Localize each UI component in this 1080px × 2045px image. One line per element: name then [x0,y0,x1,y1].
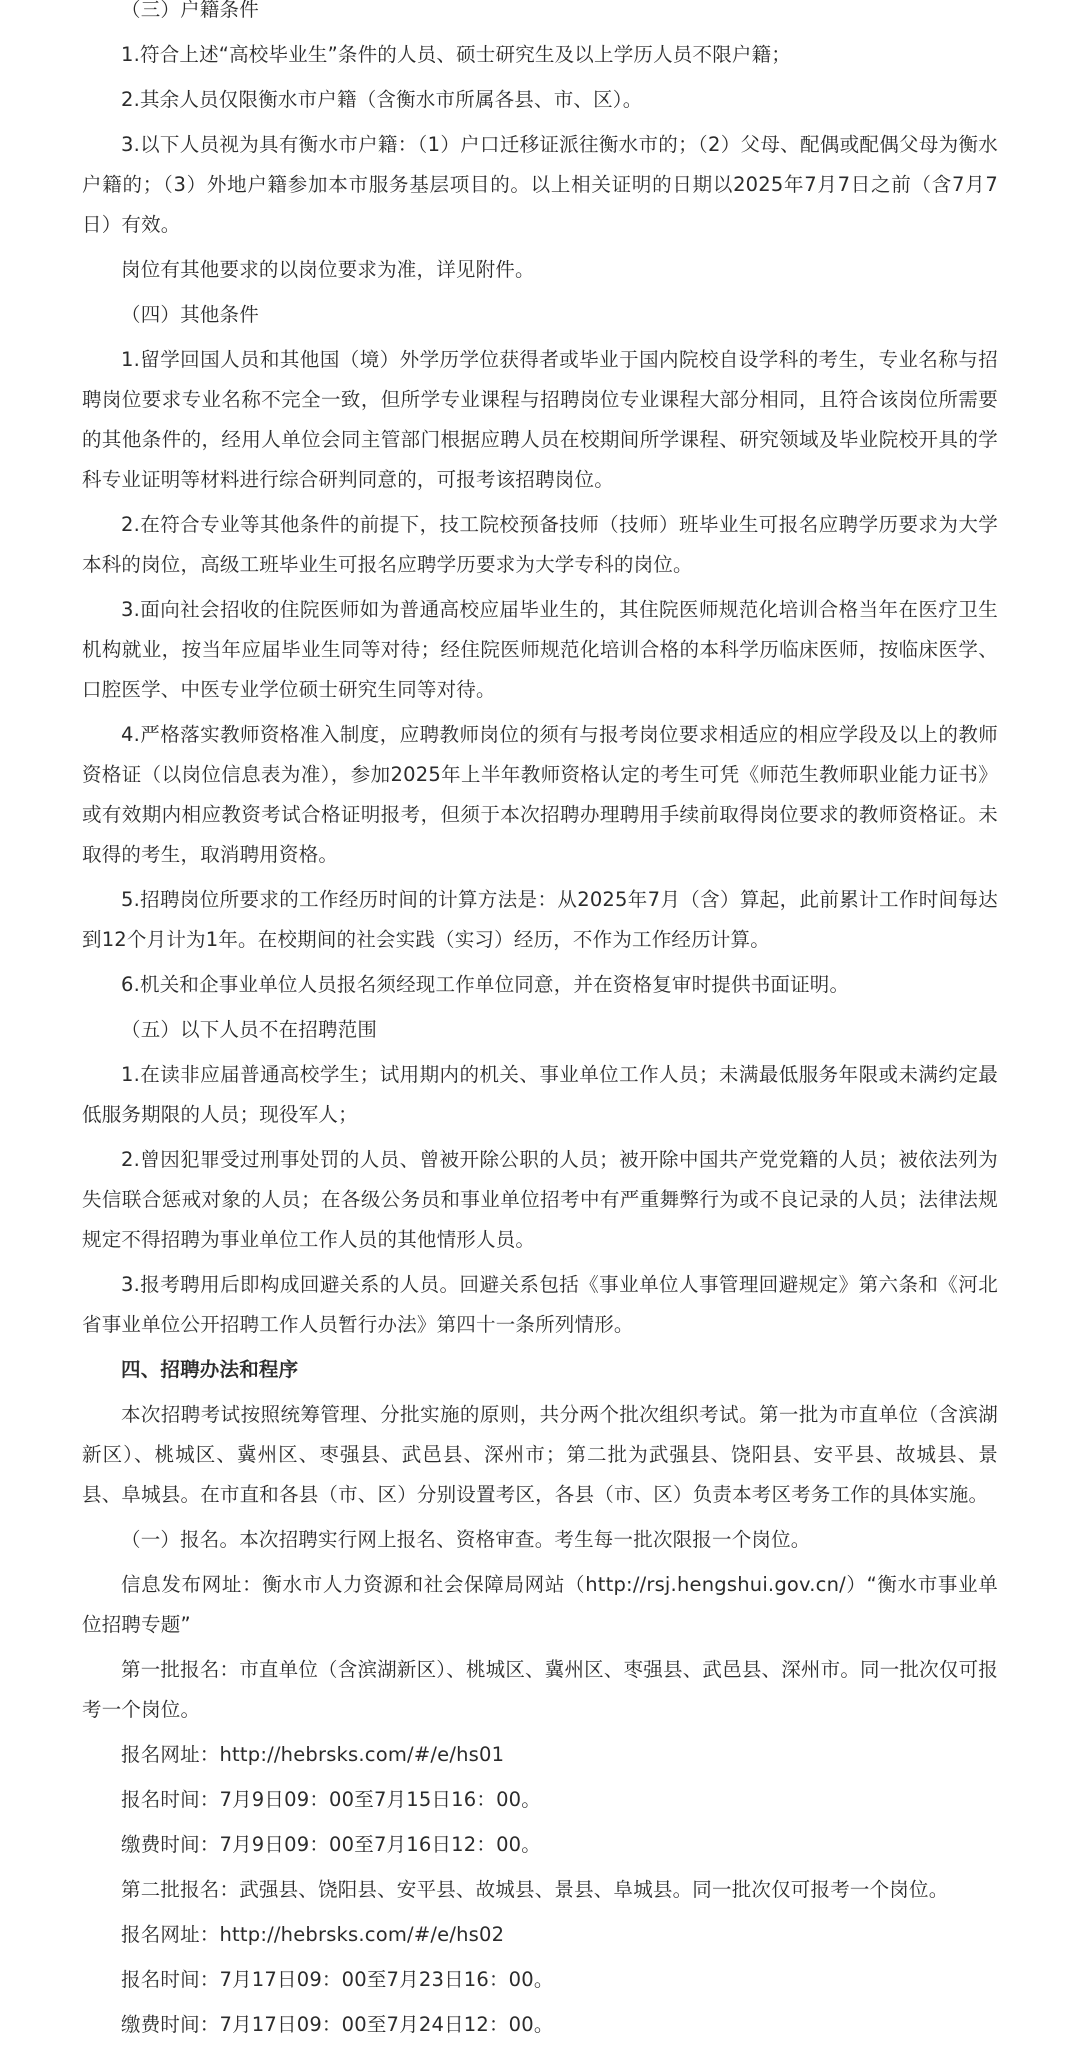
paragraph-other-1: 1.留学回国人员和其他国（境）外学历学位获得者或毕业于国内院校自设学科的考生，专业名称与招聘岗位要求专业名称不完全一致，但所学专业课程与招聘岗位专业课程大部分相同，且符合该岗位所需要的其他条件的，经用人单位会同主管部门根据应聘人员在校期间所学课程、研究领域及毕业院校开具的学科专业证明等材料进行综合研判同意的，可报考该招聘岗位。 [82,348,998,491]
paragraph-hukou-2: 2.其余人员仅限衡水市户籍（含衡水市所属各县、市、区）。 [121,88,643,111]
paragraph-other-2: 2.在符合专业等其他条件的前提下，技工院校预备技师（技师）班毕业生可报名应聘学历要求为大学本科的岗位，高级工班毕业生可报名应聘学历要求为大学专科的岗位。 [82,513,998,576]
paragraph-info-website: 信息发布网址：衡水市人力资源和社会保障局网站（http://rsj.hengshui.gov.cn/）“衡水市事业单位招聘专题” [82,1573,998,1636]
paragraph-other-3: 3.面向社会招收的住院医师如为普通高校应届毕业生的，其住院医师规范化培训合格当年在医疗卫生机构就业，按当年应届毕业生同等对待；经住院医师规范化培训合格的本科学历临床医师，按临床医学、口腔医学、中医专业学位硕士研究生同等对待。 [82,598,998,701]
paragraph-hukou-1: 1.符合上述“高校毕业生”条件的人员、硕士研究生及以上学历人员不限户籍； [121,43,792,66]
section-heading-hukou: （三）户籍条件 [121,0,259,21]
paragraph-hukou-3: 3.以下人员视为具有衡水市户籍：（1）户口迁移证派往衡水市的；（2）父母、配偶或配偶父母为衡水户籍的；（3）外地户籍参加本市服务基层项目的。以上相关证明的日期以2025年7月7日之前（含7月7日）有效。 [82,133,998,236]
paragraph-procedure-intro: 本次招聘考试按照统筹管理、分批实施的原则，共分两个批次组织考试。第一批为市直单位（含滨湖新区）、桃城区、冀州区、枣强县、武邑县、深州市；第二批为武强县、饶阳县、安平县、故城县、景县、阜城县。在市直和各县（市、区）分别设置考区，各县（市、区）负责本考区考务工作的具体实施。 [82,1403,998,1506]
paragraph-post-requirements: 岗位有其他要求的以岗位要求为准，详见附件。 [121,258,535,281]
batch2-payment-time: 缴费时间：7月17日09：00至7月24日12：00。 [121,2013,554,2036]
paragraph-excluded-3: 3.报考聘用后即构成回避关系的人员。回避关系包括《事业单位人事管理回避规定》第六条和《河北省事业单位公开招聘工作人员暂行办法》第四十一条所列情形。 [82,1273,998,1336]
paragraph-excluded-2: 2.曾因犯罪受过刑事处罚的人员、曾被开除公职的人员；被开除中国共产党党籍的人员；被依法列为失信联合惩戒对象的人员；在各级公务员和事业单位招考中有严重舞弊行为或不良记录的人员；法律法规规定不得招聘为事业单位工作人员的其他情形人员。 [82,1148,998,1251]
batch2-registration-time: 报名时间：7月17日09：00至7月23日16：00。 [121,1968,554,1991]
batch2-registration-url: 报名网址：http://hebrsks.com/#/e/hs02 [121,1923,505,1946]
paragraph-other-5: 5.招聘岗位所要求的工作经历时间的计算方法是：从2025年7月（含）算起，此前累计工作时间每达到12个月计为1年。在校期间的社会实践（实习）经历，不作为工作经历计算。 [82,888,998,951]
section-heading-other-conditions: （四）其他条件 [121,303,259,326]
paragraph-excluded-1: 1.在读非应届普通高校学生；试用期内的机关、事业单位工作人员；未满最低服务年限或未满约定最低服务期限的人员；现役军人； [82,1063,998,1126]
paragraph-other-6: 6.机关和企事业单位人员报名须经现工作单位同意，并在资格复审时提供书面证明。 [121,973,850,996]
paragraph-batch2: 第二批报名：武强县、饶阳县、安平县、故城县、景县、阜城县。同一批次仅可报考一个岗位。 [121,1878,949,1901]
batch1-registration-time: 报名时间：7月9日09：00至7月15日16：00。 [121,1788,541,1811]
batch1-payment-time: 缴费时间：7月9日09：00至7月16日12：00。 [121,1833,541,1856]
paragraph-other-4: 4.严格落实教师资格准入制度，应聘教师岗位的须有与报考岗位要求相适应的相应学段及以上的教师资格证（以岗位信息表为准），参加2025年上半年教师资格认定的考生可凭《师范生教师职业能力证书》或有效期内相应教资考试合格证明报考，但须于本次招聘办理聘用手续前取得岗位要求的教师资格证。未取得的考生，取消聘用资格。 [82,723,998,866]
section-heading-registration: （一）报名。本次招聘实行网上报名、资格审查。考生每一批次限报一个岗位。 [121,1528,811,1551]
paragraph-batch1: 第一批报名：市直单位（含滨湖新区）、桃城区、冀州区、枣强县、武邑县、深州市。同一批次仅可报考一个岗位。 [82,1658,998,1721]
section-heading-excluded: （五）以下人员不在招聘范围 [121,1018,378,1041]
batch1-registration-url: 报名网址：http://hebrsks.com/#/e/hs01 [121,1743,505,1766]
chapter-heading-procedure: 四、招聘办法和程序 [121,1358,299,1381]
